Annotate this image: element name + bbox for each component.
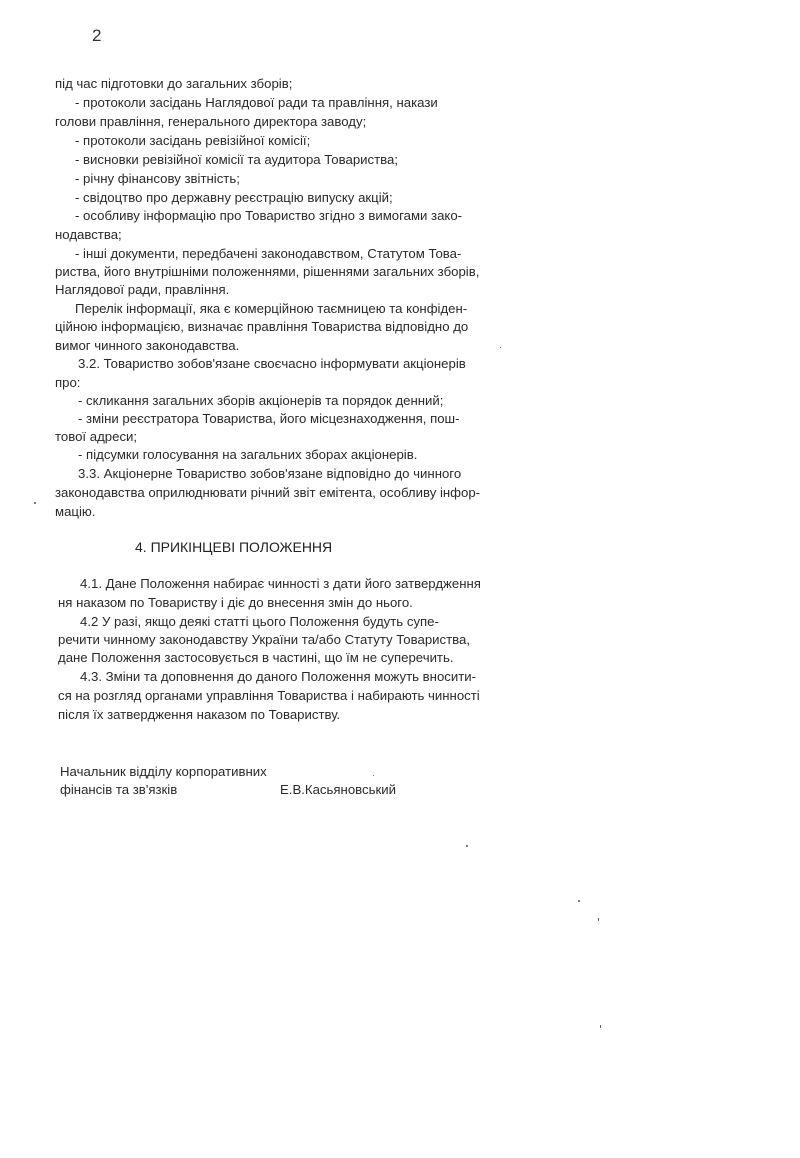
body-line: нодавства; — [55, 227, 122, 242]
signature-name: Е.В.Касьяновський — [280, 782, 396, 797]
scan-speck — [598, 918, 599, 921]
body-line: - річну фінансову звітність; — [75, 171, 240, 186]
final-line: після їх затвердження наказом по Товариству. — [58, 707, 341, 722]
final-line: ня наказом по Товариству і діє до внесення змін до нього. — [58, 595, 413, 610]
body-line: - свідоцтво про державну реєстрацію випуску акцій; — [75, 190, 393, 205]
body-line: - інші документи, передбачені законодавством, Статутом Това- — [75, 246, 462, 261]
body-line: вимог чинного законодавства. — [55, 338, 240, 353]
section-title: 4. ПРИКІНЦЕВІ ПОЛОЖЕННЯ — [135, 539, 333, 555]
final-line: 4.3. Зміни та доповнення до даного Положення можуть вносити- — [80, 669, 477, 684]
scan-speck — [466, 845, 468, 847]
body-line: тової адреси; — [55, 429, 138, 444]
final-line: дане Положення застосовується в частині, що їм не суперечить. — [58, 650, 454, 665]
body-line: законодавства оприлюднювати річний звіт емітента, особливу інфор- — [55, 485, 481, 500]
body-line: під час підготовки до загальних зборів; — [55, 76, 293, 91]
body-line: - особливу інформацію про Товариство згідно з вимогами зако- — [75, 208, 463, 223]
final-line: ся на розгляд органами управління Товариства і набирають чинності — [58, 688, 480, 703]
page-number: 2 — [92, 26, 102, 45]
body-line: - висновки ревізійної комісії та аудитора Товариства; — [75, 152, 399, 167]
body-line: ційною інформацією, визначає правління Товариства відповідно до — [55, 319, 469, 334]
body-line: 3.3. Акціонерне Товариство зобов'язане відповідно до чинного — [78, 466, 462, 481]
body-line: риства, його внутрішніми положеннями, рішеннями загальних зборів, — [55, 264, 480, 279]
scan-speck — [578, 900, 580, 902]
scan-speck — [373, 775, 374, 776]
scan-speck — [500, 347, 501, 348]
body-line: про: — [55, 375, 81, 390]
body-line: 3.2. Товариство зобов'язане своєчасно інформувати акціонерів — [78, 356, 466, 371]
body-line: Наглядової ради, правління. — [55, 282, 230, 297]
body-line: - скликання загальних зборів акціонерів та порядок денний; — [78, 393, 444, 408]
body-line: Перелік інформації, яка є комерційною таємницею та конфіден- — [75, 301, 468, 316]
final-line: 4.1. Дане Положення набирає чинності з дати його затвердження — [80, 576, 481, 591]
body-line: - протоколи засідань ревізійної комісії; — [75, 133, 311, 148]
scan-speck — [34, 502, 36, 504]
body-line: - зміни реєстратора Товариства, його місцезнаходження, пош- — [78, 411, 460, 426]
scan-speck — [600, 1025, 601, 1028]
signature-position-line1: Начальник відділу корпоративних — [60, 764, 267, 779]
body-line: мацію. — [55, 504, 96, 519]
final-line: речити чинному законодавству України та/або Статуту Товариства, — [58, 632, 471, 647]
body-line: - протоколи засідань Наглядової ради та правління, накази — [75, 95, 438, 110]
body-line: - підсумки голосування на загальних зборах акціонерів. — [78, 447, 418, 462]
final-line: 4.2 У разі, якщо деякі статті цього Положення будуть супе- — [80, 614, 439, 629]
signature-position-line2: фінансів та зв'язків — [60, 782, 178, 797]
body-line: голови правління, генерального директора заводу; — [55, 114, 367, 129]
